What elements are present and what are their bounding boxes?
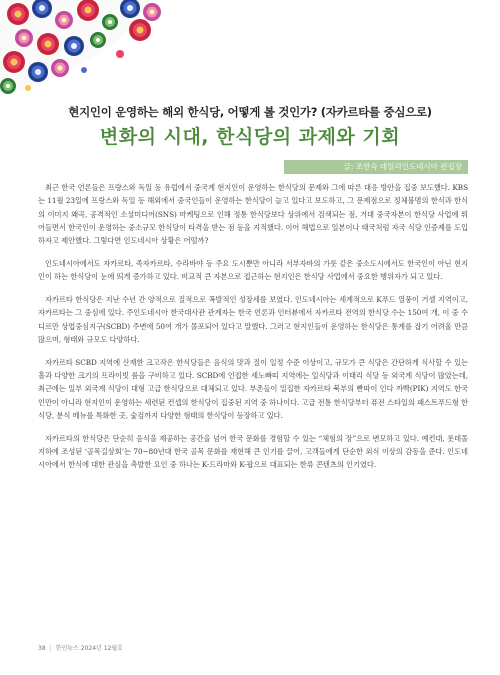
footer-separator: |: [49, 645, 52, 652]
paragraph: 최근 한국 언론들은 프랑스와 독일 등 유럽에서 중국계 현지인이 운영하는 한식당의 문제와 그에 따른 대응 방안을 집중 보도했다. KBS는 11월 23일에 프랑스와 독일 등 해외에서 중국인들이 운영하는 한식당이 늘고 있다고 보도하고, 그 문제점으로 정체불명의 한식과 한식의 이미지 왜곡, 공격적인 소셜미디어(SNS) 마케팅으로 인해 정통 한식당보다 상위에서 검색되는 점, 거대 중국자본이 한식당 사업에 뛰어들면서 한국인이 운영하는 중소규모 한식당이 타격을 받는 점 등을 지적했다. 이어 해법으로 일본이나 태국처럼 자국 식당 인증제를 도입하자고 제안했다. 그렇다면 인도네시아 상황은 어떨까?: [38, 183, 468, 246]
page-number: 38: [38, 645, 46, 652]
page-footer: [38, 643, 123, 652]
article-subtitle: 현지인이 운영하는 해외 한식당, 어떻게 볼 것인가? (자카르타를 중심으로): [68, 105, 432, 119]
article-body: [38, 181, 468, 481]
floral-pattern-decoration: [0, 0, 500, 95]
article-title: 변화의 시대, 한식당의 과제와 기회: [99, 126, 401, 148]
paragraph: 인도네시아에서도 자카르타, 족자카르타, 수라바야 등 주요 도시뿐만 아니라 서부자바의 가룻 같은 중소도시에서도 한국인이 아닌 현지인이 하는 한식당이 눈에 띄게 증가하고 있다. 비교적 큰 자본으로 접근하는 현지인은 한식당 사업에서 중요한 행위자가 되고 있다.: [38, 258, 468, 282]
paragraph: 자카르타의 한식당은 단순히 음식을 제공하는 공간을 넘어 한국 문화를 경험할 수 있는 “체험의 장”으로 변모하고 있다. 예컨대, 롯데몰 지하에 조성된 ‘골목길상회’는 70~80년대 한국 골목 문화를 재현해 큰 인기를 끌어, 고객들에게 단순한 외식 이상의 감동을 준다. 인도네시아에서 한식에 대한 관심을 촉발한 요인 중 하나는 K-드라마와 K-팝으로 대표되는 한류 콘텐츠의 인기였다.: [38, 433, 468, 470]
magazine-name: 한인뉴스 2024년 12월호: [55, 645, 123, 652]
paragraph: 자카르타 SCBD 지역에 산재한 크고작은 한식당들은 음식의 맛과 질이 일정 수준 이상이고, 규모가 큰 식당은 간단하게 식사할 수 있는 홀과 다양한 크기의 프라이빗 룸을 구비하고 있다. SCBD에 인접한 세노빠띠 지역에는 일식당과 이태리 식당 등 외국계 식당이 많았는데, 최근에는 일부 외국계 식당이 대형 고급 한식당으로 대체되고 있다. 부촌들이 밀집한 자카르타 북부의 빤따이 인다 까빡(PIK) 지역도 한국인만이 아니라 현지인이 운영하는 세련된 컨셉의 한식당이 집중된 지역 중 하나이다. 고급 전통 한식당부터 퓨전 스타일의 패스트푸드형 한식당, 분식 메뉴를 특화한 곳, 숯검까지 다양한 형태의 한식당이 등장하고 있다.: [38, 357, 468, 420]
paragraph: 자카르타 한식당은 지난 수년 간 양적으로 질적으로 폭발적인 성장세를 보였다. 인도네시아는 세계적으로 K푸드 열풍이 거셀 지역이고, 자카르타는 그 중심에 있다. 주인도네시아 한국대사관 관계자는 한국 언론과 인터뷰에서 자카르타 전역의 한식당 수는 150여 개, 이 중 수디르만 상업중심지구(SCBD) 주변에 50여 개가 몰포되어 있다고 말했다. 그러고 현지인들이 운영하는 한식당은 통계를 잡기 어려울 만큼 많으며, 형태와 규모도 다양하다.: [38, 295, 468, 344]
author-byline: 글: 조연숙 데일리인도네시아 편집장: [284, 160, 468, 174]
